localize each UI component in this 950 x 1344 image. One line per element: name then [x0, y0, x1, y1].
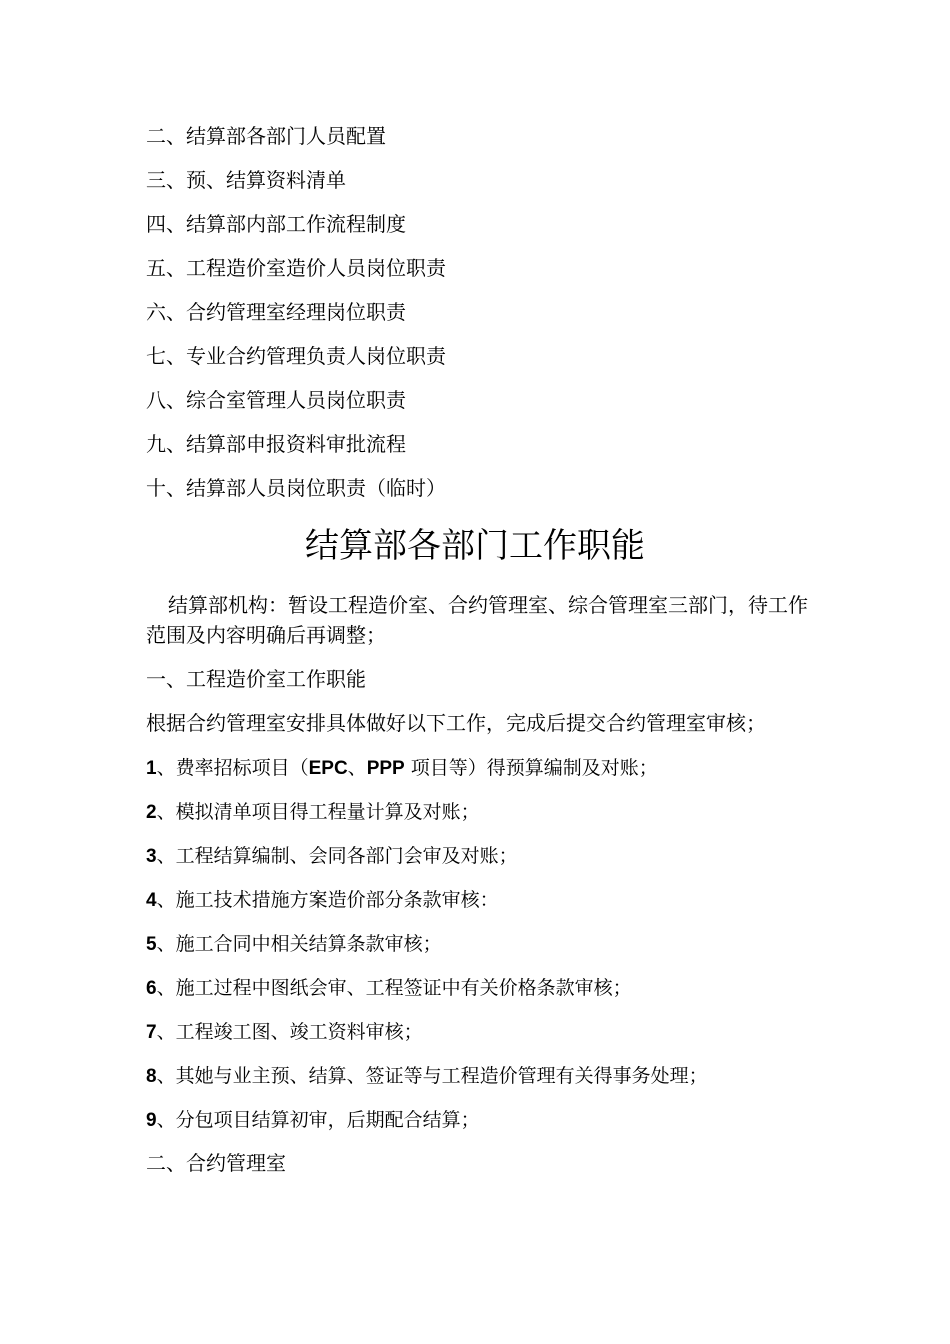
- toc-item: 四、结算部内部工作流程制度: [146, 212, 406, 236]
- item-text: 、分包项目结算初审，后期配合结算；: [156, 1109, 480, 1131]
- list-item: [146, 884, 826, 928]
- document-body: [146, 590, 826, 1192]
- toc-item: 六、合约管理室经理岗位职责: [146, 300, 406, 324]
- item-number: 8: [146, 1066, 157, 1087]
- toc-item: 七、专业合约管理负责人岗位职责: [146, 344, 446, 368]
- item-number: 4: [146, 890, 157, 911]
- item-number: 1: [146, 758, 157, 779]
- item-latin-text: PPP: [366, 758, 405, 779]
- list-item: [146, 928, 826, 972]
- item-text: 、施工技术措施方案造价部分条款审核：: [156, 889, 499, 911]
- item-number: 6: [146, 978, 157, 999]
- section-heading: 二、合约管理室: [146, 1151, 286, 1175]
- item-number: 9: [146, 1110, 157, 1131]
- item-number: 5: [146, 934, 157, 955]
- duty-list: [146, 752, 826, 1148]
- item-text: 、工程竣工图、竣工资料审核；: [156, 1021, 423, 1043]
- list-item: [146, 752, 826, 796]
- list-item: [146, 1016, 826, 1060]
- toc-item: 二、结算部各部门人员配置: [146, 124, 386, 148]
- item-text: 项目等）得预算编制及对账；: [404, 757, 658, 779]
- item-text: 、: [347, 757, 367, 779]
- list-item: [146, 840, 826, 884]
- section-lead-paragraph: 根据合约管理室安排具体做好以下工作，完成后提交合约管理室审核；: [146, 711, 766, 735]
- item-text: 、模拟清单项目得工程量计算及对账；: [156, 801, 480, 823]
- list-item: [146, 1060, 826, 1104]
- item-text: 、施工合同中相关结算条款审核；: [156, 933, 442, 955]
- item-text: 、施工过程中图纸会审、工程签证中有关价格条款审核；: [156, 977, 632, 999]
- item-number: 3: [146, 846, 157, 867]
- list-item: [146, 972, 826, 1016]
- table-of-contents: [146, 120, 826, 516]
- list-item: [146, 1104, 826, 1148]
- toc-item: 八、综合室管理人员岗位职责: [146, 388, 406, 412]
- toc-item: 十、结算部人员岗位职责（临时）: [146, 476, 446, 500]
- toc-item: 九、结算部申报资料审批流程: [146, 432, 406, 456]
- item-text: 、其她与业主预、结算、签证等与工程造价管理有关得事务处理；: [156, 1065, 708, 1087]
- document-title: 结算部各部门工作职能: [305, 526, 645, 566]
- toc-item: 三、预、结算资料清单: [146, 168, 346, 192]
- item-number: 7: [146, 1022, 157, 1043]
- item-latin-text: EPC: [308, 758, 348, 779]
- toc-item: 五、工程造价室造价人员岗位职责: [146, 256, 446, 280]
- intro-paragraph: 结算部机构：暂设工程造价室、合约管理室、综合管理室三部门，待工作范围及内容明确后再调整；: [146, 593, 808, 647]
- list-item: [146, 796, 826, 840]
- item-number: 2: [146, 802, 157, 823]
- item-text: 、费率招标项目（: [156, 757, 309, 779]
- section-heading: 一、工程造价室工作职能: [146, 667, 366, 691]
- item-text: 、工程结算编制、会同各部门会审及对账；: [156, 845, 518, 867]
